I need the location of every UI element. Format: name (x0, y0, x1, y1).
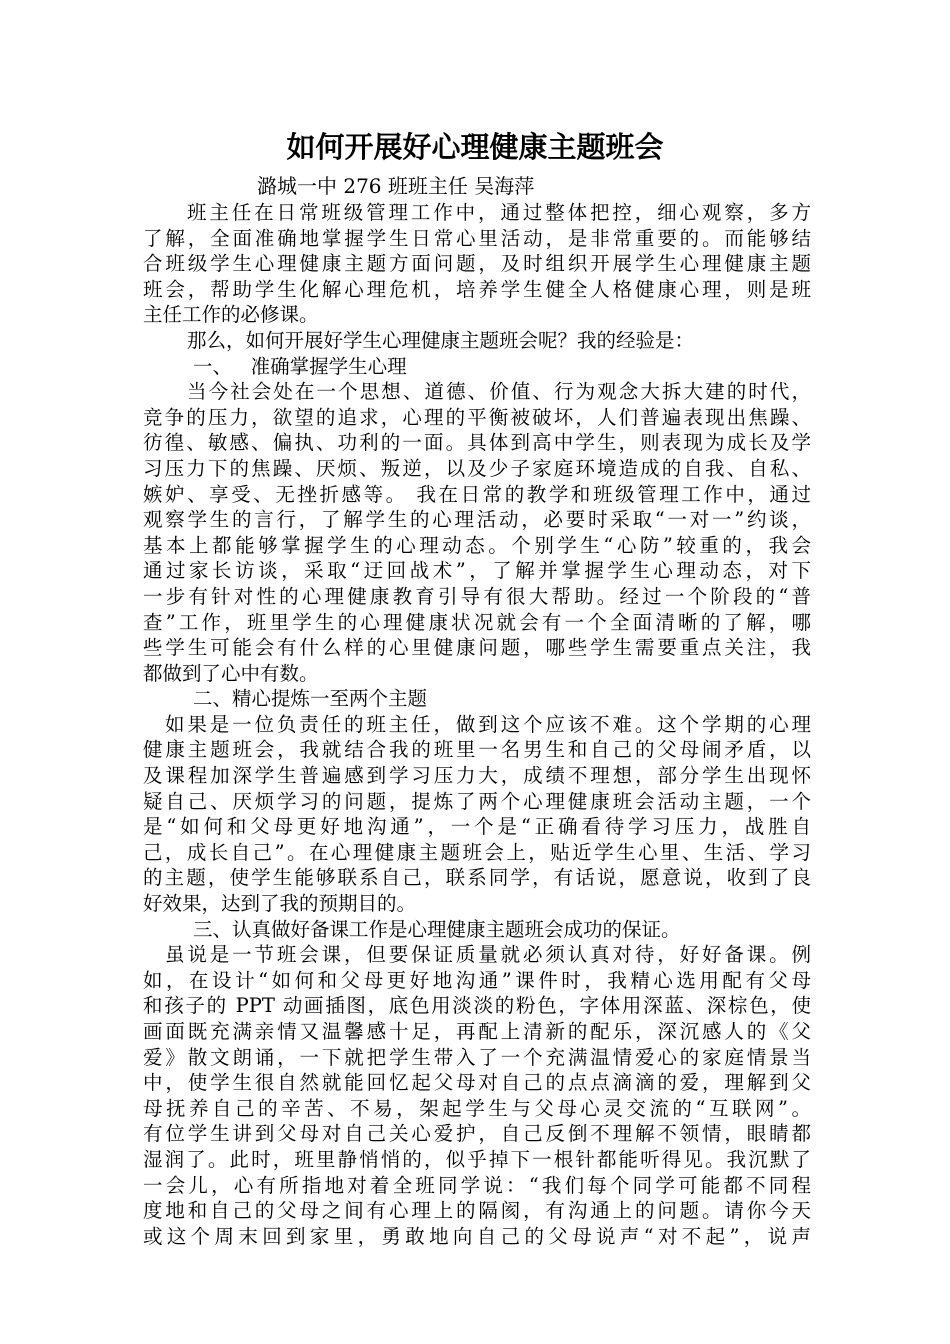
paragraph-line: 如，在设计“如何和父母更好地沟通”课件时，我精心选用配有父母 (143, 968, 811, 992)
paragraph-line: 竞争的压力，欲望的追求，心理的平衡被破坏，人们普遍表现出焦躁、 (143, 405, 811, 429)
paragraph-line: 些学生可能会有什么样的心里健康问题，哪些学生需要重点关注，我 (143, 636, 811, 660)
document-title: 如何开展好心理健康主题班会 (286, 130, 664, 164)
paragraph-line: 的主题，使学生能够联系自己，联系同学，有话说，愿意说，收到了良 (143, 866, 811, 890)
paragraph-line: 合班级学生心理健康主题方面问题，及时组织开展学生心理健康主题 (143, 252, 811, 276)
paragraph-line: 母抚养自己的辛苦、不易，架起学生与父母心灵交流的“互联网”。 (143, 1096, 811, 1120)
paragraph-line: 或这个周末回到家里，勇敢地向自己的父母说声“对不起”，说声 (143, 1224, 811, 1248)
paragraph-line: 好效果，达到了我的预期目的。 (143, 892, 417, 916)
paragraph-line: 一步有针对性的心理健康教育引导有很大帮助。经过一个阶段的“普 (143, 584, 811, 608)
paragraph-line: 爱》散文朗诵，一下就把学生带入了一个充满温情爱心的家庭情景当 (143, 1045, 811, 1069)
section-heading: 二、精心提炼一至两个主题 (193, 687, 428, 711)
paragraph-line: 如果是一位负责任的班主任，做到这个应该不难。这个学期的心理 (165, 712, 811, 736)
paragraph-line: 彷徨、敏感、偏执、功利的一面。具体到高中学生，则表现为成长及学 (143, 431, 811, 455)
paragraph-line: 当今社会处在一个思想、道德、价值、行为观念大拆大建的时代， (187, 380, 811, 404)
paragraph-line: 那么，如何开展好学生心理健康主题班会呢？我的经验是： (187, 328, 695, 352)
paragraph-line: 基本上都能够掌握学生的心理动态。个别学生“心防”较重的，我会 (143, 533, 811, 557)
paragraph-line: 一会儿，心有所指地对着全班同学说：“我们每个同学可能都不同程 (143, 1173, 811, 1197)
section-heading: 一、 准确掌握学生心理 (193, 354, 407, 378)
paragraph-line: 了解，全面准确地掌握学生日常心里活动，是非常重要的。而能够结 (143, 226, 811, 250)
paragraph-line: 及课程加深学生普遍感到学习压力大，成绩不理想，部分学生出现怀 (143, 764, 811, 788)
paragraph-line: 度地和自己的父母之间有心理上的隔阂，有沟通上的问题。请你今天 (143, 1199, 811, 1223)
paragraph-line: 通过家长访谈，采取“迂回战术”，了解并掌握学生心理动态，对下 (143, 559, 811, 583)
paragraph-line: 己，成长自己”。在心理健康主题班会上，贴近学生心里、生活、学习 (143, 840, 811, 864)
paragraph-line: 嫉妒、享受、无挫折感等。 我在日常的教学和班级管理工作中，通过 (143, 482, 811, 506)
paragraph-line: 都做到了心中有数。 (143, 661, 319, 685)
paragraph-line: 健康主题班会，我就结合我的班里一名男生和自己的父母闹矛盾，以 (143, 738, 811, 762)
paragraph-line: 主任工作的必修课。 (143, 303, 319, 327)
paragraph-line: 观察学生的言行，了解学生的心理活动，必要时采取“一对一”约谈， (143, 508, 811, 532)
paragraph-line: 和孩子的 PPT 动画插图，底色用淡淡的粉色，字体用深蓝、深棕色，使 (143, 994, 811, 1018)
document-body (143, 200, 811, 1249)
paragraph-line: 班主任在日常班级管理工作中，通过整体把控，细心观察，多方 (187, 201, 811, 224)
section-heading: 三、认真做好备课工作是心理健康主题班会成功的保证。 (193, 917, 681, 941)
paragraph-line: 习压力下的焦躁、厌烦、叛逆，以及少子家庭环境造成的自我、自私、 (143, 456, 811, 480)
paragraph-line: 查”工作，班里学生的心理健康状况就会有一个全面清晰的了解，哪 (143, 610, 811, 634)
author-byline: 潞城一中 276 班班主任 吴海萍 (257, 174, 535, 198)
paragraph-line: 有位学生讲到父母对自己关心爱护，自己反倒不理解不领情，眼睛都 (143, 1122, 811, 1146)
paragraph-line: 画面既充满亲情又温馨感十足，再配上清新的配乐，深沉感人的《父 (143, 1020, 811, 1043)
paragraph-line: 疑自己、厌烦学习的问题，提炼了两个心理健康班会活动主题，一个 (143, 789, 811, 813)
paragraph-line: 班会，帮助学生化解心理危机，培养学生健全人格健康心理，则是班 (143, 277, 811, 301)
paragraph-line: 湿润了。此时，班里静悄悄的，似乎掉下一根针都能听得见。我沉默了 (143, 1147, 811, 1171)
paragraph-line: 是“如何和父母更好地沟通”，一个是“正确看待学习压力，战胜自 (143, 815, 811, 839)
paragraph-line: 中，使学生很自然就能回忆起父母对自己的点点滴滴的爱，理解到父 (143, 1071, 811, 1095)
paragraph-line: 虽说是一节班会课，但要保证质量就必须认真对待，好好备课。例 (165, 943, 811, 967)
